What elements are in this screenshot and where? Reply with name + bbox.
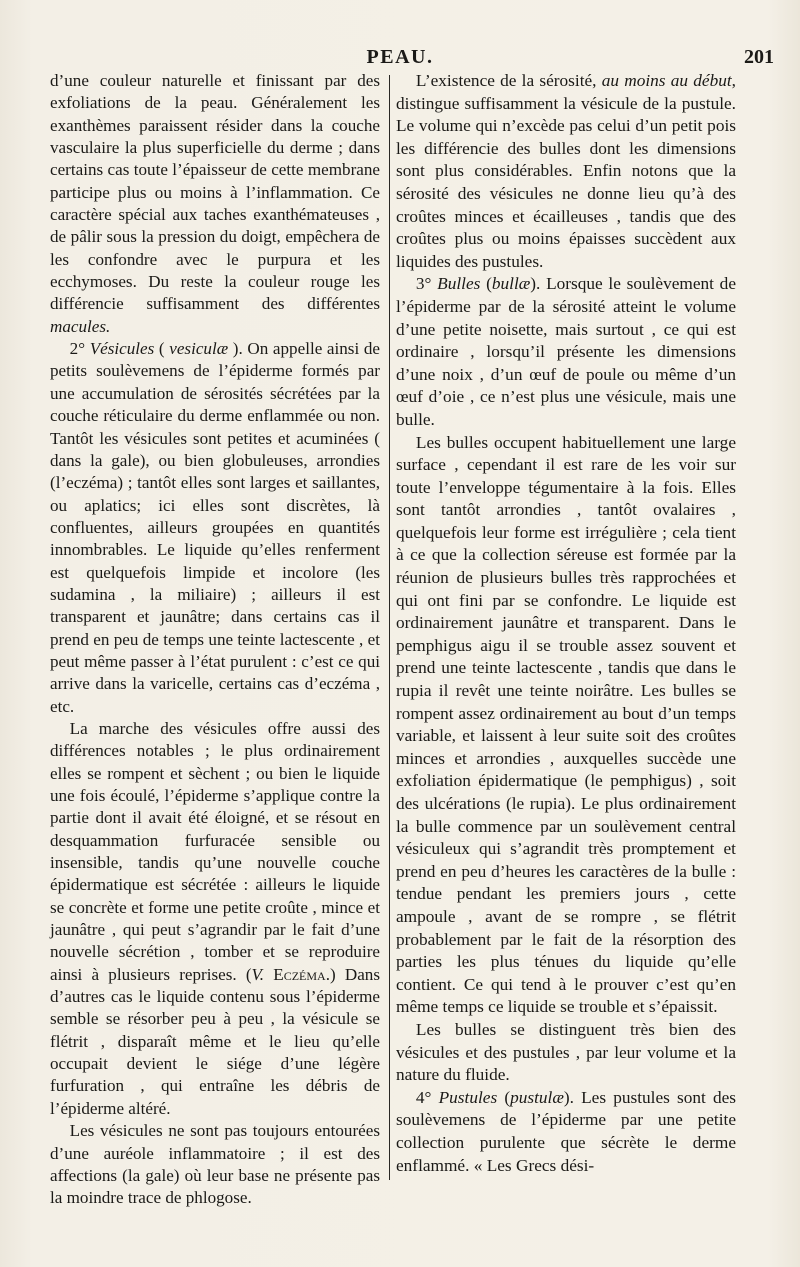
section-heading: Bulles [437,274,481,294]
paragraph-bulles: 3° Bulles (bullæ). Lorsque le soulèvement de l’épiderme par de la sérosité atteint le volume d’une petite noisette, mais surtout , ce qui est ordinaire , lorsqu’il présente les dimensions d’une noix , d’un œuf de poule ou même d’un œuf d’oie , ce n’est plus une vésicule, mais une bulle. [396,274,736,429]
paragraph: Les vésicules ne sont pas toujours entourées d’une auréole inflammatoire ; il est des affections (la gale) où leur base ne présente pas la moindre trace de phlogose. [50,1121,380,1208]
latin-term: bullæ [491,274,531,294]
section-heading: Pustules [438,1087,498,1107]
paragraph: Les bulles occupent habituellement une large surface , cependant il est rare de les voir sur toute l’enveloppe tégumentaire à la fois. Elles sont tantôt arrondies , tantôt ovalaires , quelquefois leur forme est irrégulière ; cela tient à ce que la collection séreuse est formée par la réunion de plusieurs bulles très rapprochées et qui ont fini par se confondre. Le liquide est ordinairement jaunâtre et transparent. Dans le pemphigus aigu il se trouble assez souvent et prend une teinte lactescente , tandis que dans le rupia il revêt une teinte noirâtre. Les bulles se rompent assez ordinairement au bout d’un temps variable, et laissent à leur suite soit des croûtes minces et arrondies , auxquelles succède une exfoliation épidermatique (le pemphigus) , soit des ulcérations (le rupia). Le plus ordinairement la bulle commence par un soulèvement central vésiculeux qui s’agrandit très promptement et prend en peu d’heures les caractères de la bulle : tendue pendant les premiers jours , cette ampoule , avant de se rompre , se flétrit probablement par le fait de la résorption des parties les plus ténues du liquide qu’elle contient. Ce qui tend à le prouver c’est qu’en même temps ce liquide se trouble et s’épaissit. [396,432,736,1017]
cross-reference-term: Eczéma [264,964,326,984]
cross-reference: V. [251,964,265,984]
paragraph: L’existence de la sérosité, au moins au début, distingue suffisamment la vésicule de la pustule. Le volume qui n’excède pas celui d’un petit pois les différencie des bulles dont les dimensions sont plus considérables. Enfin notons que la sérosité des vésicules ne donne lieu qu’à des croûtes minces et écailleuses , tandis que des croûtes plus ou moins épaisses succèdent aux liquides des pustules. [396,71,736,271]
page-number: 201 [744,46,774,68]
paragraph-vesicules: 2° Vésicules ( vesiculæ ). On appelle ainsi de petits soulèvemens de l’épiderme formés par une accumulation de sérosités sécrétées par la couche réticulaire du derme enflammée ou non. Tantôt les vésicules sont petites et acuminées ( dans la gale), ou bien globuleuses, arrondies (l’eczéma) ; tantôt elles sont larges et saillantes, ou aplatics; ici elles sont discrètes, là confluentes, ailleurs groupées en quantités innombrables. Le liquide qu’elles renferment est quelquefois limpide et incolore (les sudamina , la miliaire) ; ailleurs il est transparent et jaunâtre; dans certains cas il prend en peu de temps une teinte lactescente , et peut même passer à l’état purulent : c’est ce qui arrive dans la varicelle, certains cas d’eczéma , etc. [50,339,380,716]
section-heading: Vésicules [89,339,155,359]
paragraph: La marche des vésicules offre aussi des différences notables ; le plus ordinairement elles se rompent et sèchent ; ou bien le liquide une fois écoulé, l’épiderme s’applique contre la partie dont il avait été éloigné, et se résout en desquammation furfuracée sensible ou insensible, tandis qu’une nouvelle couche épidermatique est sécrétée : ailleurs le liquide se concrète et forme une petite croûte , mince et jaunâtre , qui peut s’agrandir par le fait d’une nouvelle sécrétion , tomber et se reproduire ainsi à plusieurs reprises. (V. Eczéma.) Dans d’autres cas le liquide contenu sous l’épiderme semble se résorber peu à peu , la vésicule se flétrit , disparaît même et le lieu qu’elle occupait devient le siége d’une légère furfuration , qui entraîne les débris de l’épiderme altéré. [50,718,381,1118]
italic-term: macules. [50,316,111,336]
paragraph: d’une couleur naturelle et finissant par des exfoliations de la peau. Généralement les exanthèmes paraissent résider dans la couche vasculaire la plus superficielle du derme ; dans certains cas toute l’épaisseur de cette membrane participe plus ou moins à l’inflammation. Ce caractère spécial aux taches exanthémateuses , de pâlir sous la pression du doigt, empêchera de les confondre avec le purpura et les ecchymoses. Du reste la couleur rouge les différencie suffisamment des différentes macules. [50,71,380,336]
left-column [50,70,380,1210]
paragraph-pustules: 4° Pustules (pustulæ). Les pustules sont des soulèvemens de l’épiderme par une petite collection purulente que sécrète le derme enflammé. « Les Grecs dési- [396,1087,737,1175]
italic-phrase: au moins au début [601,71,732,90]
latin-term: vesiculæ [169,339,229,359]
paragraph: Les bulles se distinguent très bien des vésicules et des pustules , par leur volume et la nature du fluide. [396,1019,736,1085]
latin-term: pustulæ [510,1087,564,1107]
column-divider [389,75,390,1180]
running-title: PEAU. [366,46,434,68]
right-column [396,70,736,1177]
